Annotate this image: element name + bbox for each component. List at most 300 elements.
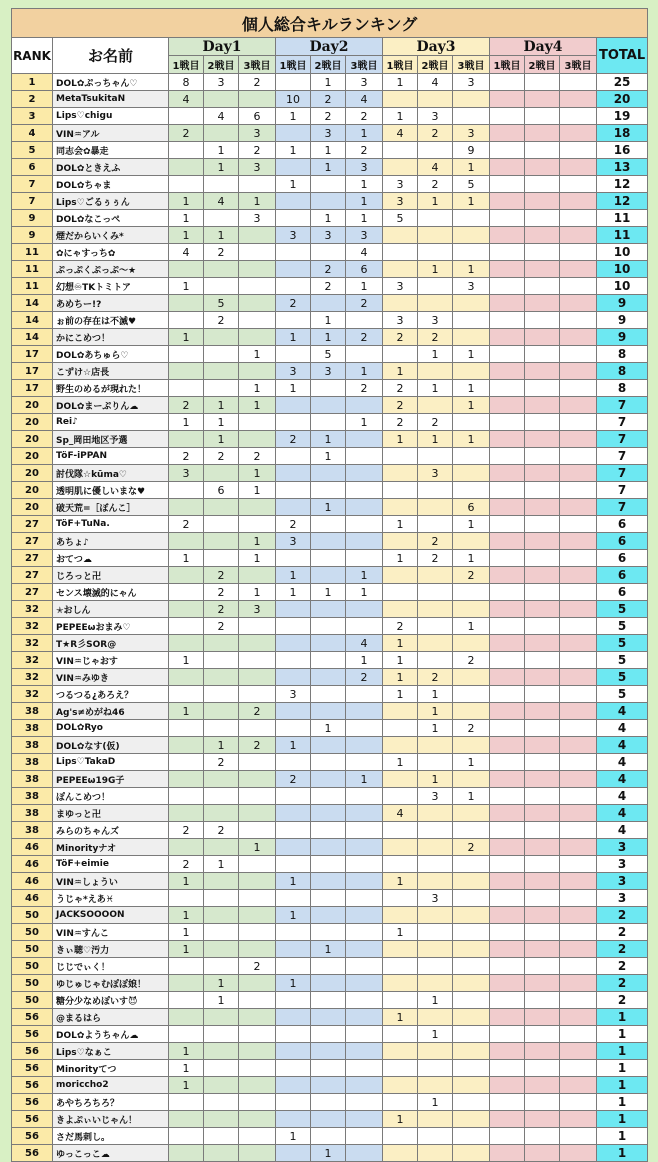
total-cell: 10 [597,261,648,278]
kill-count-cell [204,958,239,975]
kill-count-cell: 5 [311,346,346,363]
player-name-cell: T★R彡SOR@ [53,635,169,652]
kill-count-cell [346,941,383,958]
kill-count-cell [239,261,276,278]
kill-count-cell [311,533,346,550]
kill-count-cell: 3 [453,278,490,295]
kill-count-cell [525,159,560,176]
kill-count-cell [276,261,311,278]
rank-cell: 32 [12,669,53,686]
player-name-cell: うじゃ*えあ♓ [53,890,169,907]
kill-count-cell [490,227,525,244]
kill-count-cell [239,499,276,516]
kill-count-cell: 1 [276,584,311,601]
kill-count-cell [239,1128,276,1145]
total-cell: 5 [597,686,648,703]
total-cell: 1 [597,1026,648,1043]
kill-count-cell: 2 [383,380,418,397]
kill-count-cell [453,1026,490,1043]
kill-count-cell: 1 [169,941,204,958]
kill-count-cell: 2 [311,108,346,125]
kill-count-cell: 2 [346,142,383,159]
kill-count-cell [453,686,490,703]
kill-count-cell [383,907,418,924]
kill-count-cell [311,176,346,193]
kill-count-cell [239,414,276,431]
kill-count-cell: 1 [239,584,276,601]
table-row [12,329,648,346]
kill-count-cell [418,244,453,261]
kill-count-cell [560,74,597,91]
table-row [12,618,648,635]
kill-count-cell [169,176,204,193]
kill-count-cell: 2 [204,754,239,771]
kill-count-cell: 1 [346,363,383,380]
kill-count-cell [383,227,418,244]
kill-count-cell: 2 [276,431,311,448]
kill-count-cell [383,890,418,907]
kill-count-cell [525,346,560,363]
kill-count-cell [204,873,239,890]
table-row [12,1077,648,1094]
kill-count-cell: 3 [418,108,453,125]
kill-count-cell [346,499,383,516]
kill-count-cell [311,397,346,414]
kill-count-cell: 1 [239,346,276,363]
player-name-cell: ゆじゅじゃむぽぽ娘！ [53,975,169,992]
kill-count-cell [560,482,597,499]
kill-count-cell [239,873,276,890]
kill-count-cell: 1 [383,550,418,567]
kill-count-cell [525,635,560,652]
game-header: 1戦目 [383,56,418,74]
kill-count-cell [525,669,560,686]
kill-count-cell [276,1077,311,1094]
kill-count-cell: 1 [169,907,204,924]
kill-count-cell [560,567,597,584]
kill-count-cell [239,1009,276,1026]
rank-cell: 50 [12,958,53,975]
kill-count-cell [383,992,418,1009]
kill-count-cell [204,1060,239,1077]
kill-count-cell: 4 [418,74,453,91]
kill-count-cell [204,652,239,669]
kill-count-cell: 2 [383,329,418,346]
kill-count-cell: 1 [453,618,490,635]
kill-count-cell [525,193,560,210]
kill-count-cell [490,839,525,856]
table-row [12,873,648,890]
player-name-cell: きよぷぃいじゃん！ [53,1111,169,1128]
kill-count-cell [169,1094,204,1111]
player-name-cell: Lips♡chigu [53,108,169,125]
kill-count-cell: 1 [311,210,346,227]
table-row [12,261,648,278]
kill-count-cell [311,295,346,312]
kill-count-cell: 1 [453,754,490,771]
kill-count-cell [490,1077,525,1094]
kill-count-cell: 1 [453,431,490,448]
rank-cell: 56 [12,1077,53,1094]
table-row [12,1060,648,1077]
rank-cell: 38 [12,771,53,788]
kill-count-cell [276,125,311,142]
game-header: 3戦目 [346,56,383,74]
table-row [12,346,648,363]
kill-count-cell [276,448,311,465]
player-name-cell: PEPEEω19G子 [53,771,169,788]
kill-count-cell: 1 [346,176,383,193]
kill-count-cell [560,754,597,771]
kill-count-cell [560,1145,597,1162]
kill-count-cell [204,703,239,720]
kill-count-cell: 9 [453,142,490,159]
kill-count-cell [169,601,204,618]
rank-cell: 56 [12,1111,53,1128]
total-cell: 3 [597,873,648,890]
kill-count-cell [525,771,560,788]
kill-count-cell [169,346,204,363]
kill-count-cell [490,176,525,193]
kill-count-cell: 1 [169,1077,204,1094]
rank-cell: 32 [12,635,53,652]
total-cell: 2 [597,958,648,975]
kill-count-cell [490,652,525,669]
total-cell: 8 [597,363,648,380]
kill-count-cell [346,907,383,924]
kill-count-cell [490,1128,525,1145]
kill-count-cell: 3 [418,312,453,329]
kill-count-cell [169,975,204,992]
kill-count-cell [169,720,204,737]
total-cell: 7 [597,499,648,516]
kill-count-cell [490,465,525,482]
kill-count-cell [276,1026,311,1043]
kill-count-cell [311,1026,346,1043]
kill-count-cell [204,1145,239,1162]
kill-count-cell: 1 [204,856,239,873]
kill-count-cell [311,414,346,431]
player-name-cell: Ag's≠めがね46 [53,703,169,720]
kill-count-cell [525,924,560,941]
kill-count-cell [239,1026,276,1043]
kill-count-cell: 2 [311,91,346,108]
kill-count-cell [560,278,597,295]
player-name-cell: ✭おしん [53,601,169,618]
kill-count-cell [453,227,490,244]
rank-cell: 38 [12,720,53,737]
kill-count-cell [418,975,453,992]
total-cell: 13 [597,159,648,176]
kill-count-cell [204,1009,239,1026]
kill-count-cell [560,958,597,975]
kill-count-cell [490,601,525,618]
kill-count-cell [204,1026,239,1043]
table-row [12,686,648,703]
kill-count-cell [453,91,490,108]
kill-count-cell: 1 [204,397,239,414]
kill-count-cell [560,890,597,907]
kill-count-cell [346,890,383,907]
kill-count-cell [239,1043,276,1060]
kill-count-cell: 2 [204,822,239,839]
table-row [12,669,648,686]
game-header: 2戦目 [204,56,239,74]
kill-count-cell [383,244,418,261]
kill-count-cell: 3 [276,363,311,380]
kill-count-cell [560,686,597,703]
kill-count-cell [525,652,560,669]
kill-count-cell [311,856,346,873]
kill-count-cell [311,669,346,686]
kill-count-cell: 3 [239,159,276,176]
kill-count-cell [560,397,597,414]
total-cell: 2 [597,992,648,1009]
kill-count-cell [276,499,311,516]
kill-count-cell: 1 [346,278,383,295]
kill-count-cell [239,91,276,108]
kill-count-cell: 2 [204,618,239,635]
kill-count-cell [490,1094,525,1111]
kill-count-cell [560,142,597,159]
kill-count-cell [204,907,239,924]
kill-count-cell [418,924,453,941]
kill-count-cell [311,193,346,210]
kill-count-cell: 4 [346,91,383,108]
kill-count-cell [169,499,204,516]
total-cell: 4 [597,703,648,720]
total-cell: 2 [597,924,648,941]
rank-cell: 32 [12,601,53,618]
kill-count-cell: 2 [204,601,239,618]
player-name-cell: ぉ前の存在は不滅♥ [53,312,169,329]
kill-count-cell [383,941,418,958]
name-header: お名前 [53,38,169,74]
kill-count-cell: 3 [453,125,490,142]
kill-count-cell [418,1009,453,1026]
kill-count-cell [490,907,525,924]
player-name-cell: きぃ聴♡汚力 [53,941,169,958]
kill-count-cell [169,584,204,601]
kill-count-cell [490,873,525,890]
game-header: 3戦目 [560,56,597,74]
kill-count-cell: 1 [276,176,311,193]
kill-count-cell [560,176,597,193]
kill-count-cell [418,1145,453,1162]
table-row [12,1009,648,1026]
kill-count-cell [560,703,597,720]
player-name-cell: TöF+TuNa. [53,516,169,533]
kill-count-cell: 1 [311,431,346,448]
kill-count-cell [383,465,418,482]
kill-count-cell: 1 [311,584,346,601]
kill-count-cell: 3 [383,193,418,210]
kill-count-cell: 1 [311,941,346,958]
kill-count-cell [525,686,560,703]
kill-count-cell [490,975,525,992]
kill-count-cell [346,1060,383,1077]
kill-count-cell [239,516,276,533]
total-cell: 7 [597,448,648,465]
player-name-cell: Rei♪ [53,414,169,431]
kill-count-cell [453,924,490,941]
kill-count-cell [311,822,346,839]
kill-count-cell [490,686,525,703]
kill-count-cell [418,601,453,618]
player-name-cell: 煙だからいくみ* [53,227,169,244]
kill-count-cell [383,1145,418,1162]
kill-count-cell [204,839,239,856]
kill-count-cell: 2 [418,669,453,686]
kill-count-cell [453,1145,490,1162]
kill-count-cell [311,958,346,975]
total-cell: 7 [597,431,648,448]
rank-cell: 38 [12,703,53,720]
kill-count-cell: 1 [311,720,346,737]
kill-count-cell [418,567,453,584]
kill-count-cell [490,703,525,720]
kill-count-cell [169,992,204,1009]
rank-cell: 32 [12,652,53,669]
table-row [12,941,648,958]
kill-count-cell: 1 [204,227,239,244]
kill-count-cell [276,856,311,873]
total-cell: 2 [597,975,648,992]
rank-cell: 27 [12,567,53,584]
kill-count-cell: 1 [418,346,453,363]
kill-count-cell: 5 [204,295,239,312]
kill-count-cell [169,567,204,584]
kill-count-cell [311,1060,346,1077]
kill-count-cell [560,193,597,210]
kill-count-cell [239,1060,276,1077]
kill-count-cell: 1 [418,380,453,397]
kill-count-cell [204,261,239,278]
table-row [12,567,648,584]
kill-count-cell [169,1009,204,1026]
kill-count-cell [453,737,490,754]
game-header: 2戦目 [525,56,560,74]
kill-count-cell: 1 [169,414,204,431]
total-cell: 7 [597,482,648,499]
kill-count-cell [525,74,560,91]
kill-count-cell [239,924,276,941]
kill-count-cell: 1 [311,499,346,516]
kill-count-cell: 1 [276,907,311,924]
total-cell: 8 [597,380,648,397]
kill-count-cell: 2 [418,125,453,142]
kill-count-cell: 3 [311,363,346,380]
kill-count-cell [560,941,597,958]
kill-count-cell [276,635,311,652]
rank-cell: 46 [12,890,53,907]
table-row [12,159,648,176]
kill-count-cell [490,516,525,533]
table-row [12,550,648,567]
kill-count-cell [239,312,276,329]
kill-count-cell: 1 [204,431,239,448]
kill-count-cell [383,499,418,516]
kill-count-cell [239,805,276,822]
table-row [12,1094,648,1111]
day4-header: Day4 [490,38,597,56]
kill-count-cell [490,635,525,652]
kill-count-cell [311,1009,346,1026]
kill-count-cell: 4 [204,193,239,210]
kill-count-cell [169,533,204,550]
kill-count-cell: 3 [239,210,276,227]
kill-count-cell [453,873,490,890]
table-row [12,482,648,499]
kill-count-cell [490,754,525,771]
kill-count-cell: 1 [418,431,453,448]
kill-count-cell: 1 [346,652,383,669]
table-row [12,448,648,465]
kill-count-cell [346,1094,383,1111]
kill-count-cell: 1 [418,193,453,210]
game-header: 1戦目 [276,56,311,74]
kill-count-cell [525,533,560,550]
kill-count-cell [383,584,418,601]
kill-count-cell [525,1009,560,1026]
kill-count-cell [383,1128,418,1145]
kill-count-cell [311,907,346,924]
kill-count-cell [346,465,383,482]
kill-count-cell [525,465,560,482]
table-row [12,125,648,142]
rank-cell: 56 [12,1009,53,1026]
kill-count-cell [169,482,204,499]
player-name-cell: 破天荒=［ぼんこ］ [53,499,169,516]
kill-count-cell [276,992,311,1009]
table-row [12,805,648,822]
kill-count-cell [490,941,525,958]
kill-count-cell [453,295,490,312]
kill-count-cell [560,873,597,890]
rank-cell: 17 [12,346,53,363]
table-row [12,1026,648,1043]
kill-count-cell: 2 [346,295,383,312]
kill-count-cell [383,771,418,788]
total-cell: 1 [597,1128,648,1145]
kill-count-cell [490,771,525,788]
kill-count-cell [204,669,239,686]
kill-count-cell [383,720,418,737]
kill-count-cell [204,1111,239,1128]
kill-count-cell [525,975,560,992]
player-name-cell: まゆっと卍 [53,805,169,822]
kill-count-cell [383,1094,418,1111]
total-cell: 10 [597,278,648,295]
kill-count-cell: 2 [418,329,453,346]
kill-count-cell [311,992,346,1009]
kill-count-cell [490,856,525,873]
rank-cell: 50 [12,941,53,958]
table-row [12,754,648,771]
kill-count-cell [169,380,204,397]
kill-count-cell: 1 [311,329,346,346]
rank-cell: 56 [12,1128,53,1145]
player-name-cell: ゆっこっこ☁ [53,1145,169,1162]
kill-count-cell [383,1026,418,1043]
kill-count-cell [276,159,311,176]
kill-count-cell [383,788,418,805]
kill-count-cell [525,312,560,329]
kill-count-cell [525,601,560,618]
kill-count-cell [490,1026,525,1043]
player-name-cell: MetaTsukitaN [53,91,169,108]
kill-count-cell [346,1128,383,1145]
